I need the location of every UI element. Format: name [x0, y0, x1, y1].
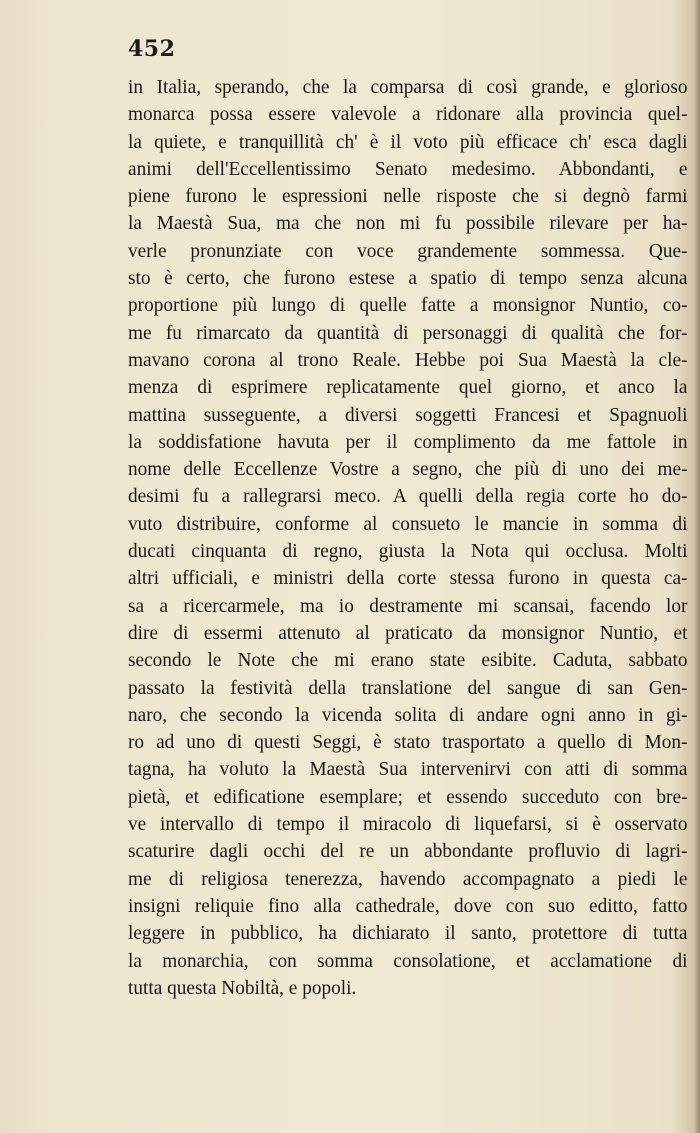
text-line: ro ad uno di questi Seggi, è stato trasportato a quello di Mon- — [128, 732, 688, 754]
text-line: monarca possa essere valevole a ridonare alla provincia quel- — [128, 104, 688, 126]
text-line: la soddisfatione havuta per il complimento da me fattole in — [128, 431, 688, 453]
text-line: animi dell'Eccellentissimo Senato medesimo. Abbondanti, e — [128, 158, 688, 180]
text-line: naro, che secondo la vicenda solita di andare ogni anno in gi- — [128, 704, 688, 726]
text-line: tutta questa Nobiltà, e popoli. — [128, 977, 357, 999]
text-line: la quiete, e tranquillità ch' è il voto più efficace ch' esca dagli — [128, 131, 688, 153]
text-line: sa a ricercarmele, ma io destramente mi scansai, facendo lor — [128, 595, 688, 617]
text-line: secondo le Note che mi erano state esibite. Caduta, sabbato — [128, 650, 688, 672]
text-line: desimi fu a rallegrarsi meco. A quelli della regia corte ho do- — [128, 486, 688, 508]
text-line: insigni reliquie fino alla cathedrale, dove con suo editto, fatto — [128, 895, 688, 917]
text-line: mattina susseguente, a diversi soggetti Francesi et Spagnuoli — [128, 404, 688, 426]
text-line: piene furono le espressioni nelle risposte che si degnò farmi — [128, 186, 688, 208]
text-line: passato la festività della translatione del sangue di san Gen- — [128, 677, 688, 699]
page-number: 452 — [128, 36, 176, 62]
text-line: la monarchia, con somma consolatione, et acclamatione di — [128, 950, 688, 972]
text-line: me di religiosa tenerezza, havendo accompagnato a piedi le — [128, 868, 688, 890]
text-line: dire di essermi attenuto al praticato da monsignor Nuntio, et — [128, 622, 688, 644]
text-line: mavano corona al trono Reale. Hebbe poi Sua Maestà la cle- — [128, 349, 688, 371]
text-line: nome delle Eccellenze Vostre a segno, che più di uno dei me- — [128, 459, 688, 481]
text-line: leggere in pubblico, ha dichiarato il santo, protettore di tutta — [128, 923, 688, 945]
body-text — [128, 74, 687, 1002]
text-line: la Maestà Sua, ma che non mi fu possibile rilevare per ha- — [128, 213, 688, 235]
text-line: menza di esprimere replicatamente quel giorno, et anco la — [128, 377, 688, 399]
text-line: in Italia, sperando, che la comparsa di così grande, e glorioso — [128, 77, 688, 98]
text-line: verle pronunziate con voce grandemente sommessa. Que- — [128, 240, 688, 262]
text-line: proportione più lungo di quelle fatte a monsignor Nuntio, co- — [128, 295, 688, 317]
page-edge-shadow — [694, 0, 700, 1133]
text-line: tagna, ha voluto la Maestà Sua intervenirvi con atti di somma — [128, 759, 688, 781]
text-line: ducati cinquanta di regno, giusta la Nota qui occlusa. Molti — [128, 541, 688, 563]
text-line: vuto distribuire, conforme al consueto le mancie in somma di — [128, 513, 688, 535]
text-line: scaturire dagli occhi del re un abbondante profluvio di lagri- — [128, 841, 688, 863]
text-line: ve intervallo di tempo il miracolo di liquefarsi, si è osservato — [128, 814, 688, 836]
text-line: pietà, et edificatione esemplare; et essendo succeduto con bre- — [128, 786, 688, 808]
text-line: sto è certo, che furono estese a spatio di tempo senza alcuna — [128, 268, 688, 290]
text-line: altri ufficiali, e ministri della corte stessa furono in questa ca- — [128, 568, 688, 590]
text-line: me fu rimarcato da quantità di personaggi di qualità che for- — [128, 322, 688, 344]
